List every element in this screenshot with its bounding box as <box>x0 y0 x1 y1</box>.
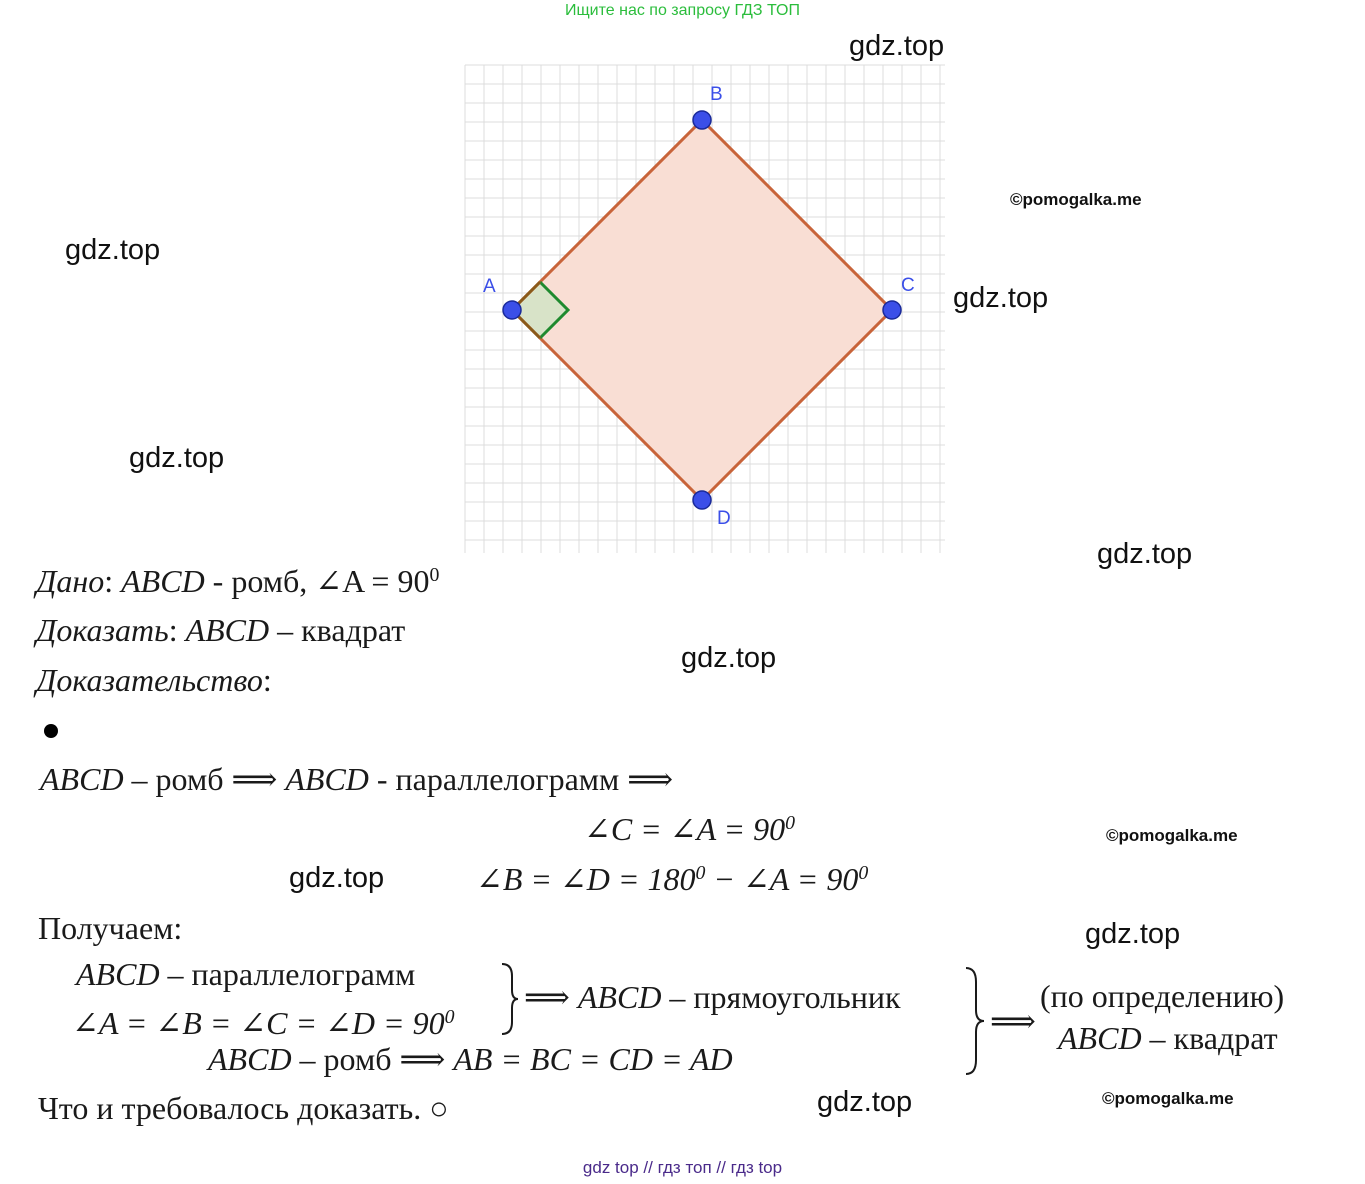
watermark-pomogalka: ©pomogalka.me <box>1106 826 1238 845</box>
proof-step-2: ∠C = ∠A = $90^0$ <box>584 811 796 847</box>
point-c <box>883 301 901 319</box>
bullet <box>44 724 58 738</box>
proof-step-1: ABCD – ромб ⟹ ABCD - параллелограмм ⟹ <box>40 761 674 797</box>
system-line-3: ABCD – ромб ⟹ AB = BC = CD = AD <box>208 1041 733 1077</box>
watermark-gdz: gdz.top <box>681 642 777 674</box>
obtain-label: Получаем: <box>38 910 183 946</box>
point-a <box>503 301 521 319</box>
system-line-2: ∠A = ∠B = ∠C = ∠D = $90^0$ <box>72 1005 455 1041</box>
watermark-gdz: gdz.top <box>129 442 225 474</box>
rectangle-conclusion: ⟹ ABCD – прямоугольник <box>524 979 901 1015</box>
watermark-pomogalka: ©pomogalka.me <box>1102 1089 1234 1108</box>
watermark-gdz: gdz.top <box>65 234 161 266</box>
square-arrow: ⟹ <box>990 1003 1036 1039</box>
right-brace <box>964 966 986 1076</box>
prove-line: Доказать: ABCD – квадрат <box>36 612 406 648</box>
label-a: A <box>483 276 496 297</box>
watermark-gdz: gdz.top <box>1097 538 1193 570</box>
proof-step-3: ∠B = ∠D = $180^0$ − ∠A = $90^0$ <box>476 861 869 897</box>
square-conclusion: ABCD – квадрат <box>1058 1020 1278 1056</box>
watermark-gdz: gdz.top <box>953 282 1049 314</box>
point-d <box>693 491 711 509</box>
by-definition: (по определению) <box>1040 978 1285 1014</box>
label-d: D <box>717 508 731 529</box>
watermark-pomogalka: ©pomogalka.me <box>1010 190 1142 209</box>
label-b: B <box>710 84 723 105</box>
right-brace <box>500 962 520 1036</box>
label-c: C <box>901 275 915 296</box>
point-b <box>693 111 711 129</box>
watermark-gdz: gdz.top <box>289 862 385 894</box>
system-line-1: ABCD – параллелограмм <box>76 956 416 992</box>
search-banner: Ищите нас по запросу ГДЗ ТОП <box>565 2 800 19</box>
given-line: Дано: ABCD - ромб, ∠A = $90^0$ <box>36 563 440 599</box>
rhombus-figure <box>460 60 950 555</box>
watermark-gdz: gdz.top <box>849 30 945 62</box>
watermark-gdz: gdz.top <box>1085 918 1181 950</box>
watermark-gdz: gdz.top <box>817 1086 913 1118</box>
proof-heading: Доказательство: <box>36 662 272 698</box>
conclusion: Что и требовалось доказать. ○ <box>38 1090 449 1126</box>
footer-links: gdz top // гдз топ // гдз top <box>582 1158 783 1177</box>
